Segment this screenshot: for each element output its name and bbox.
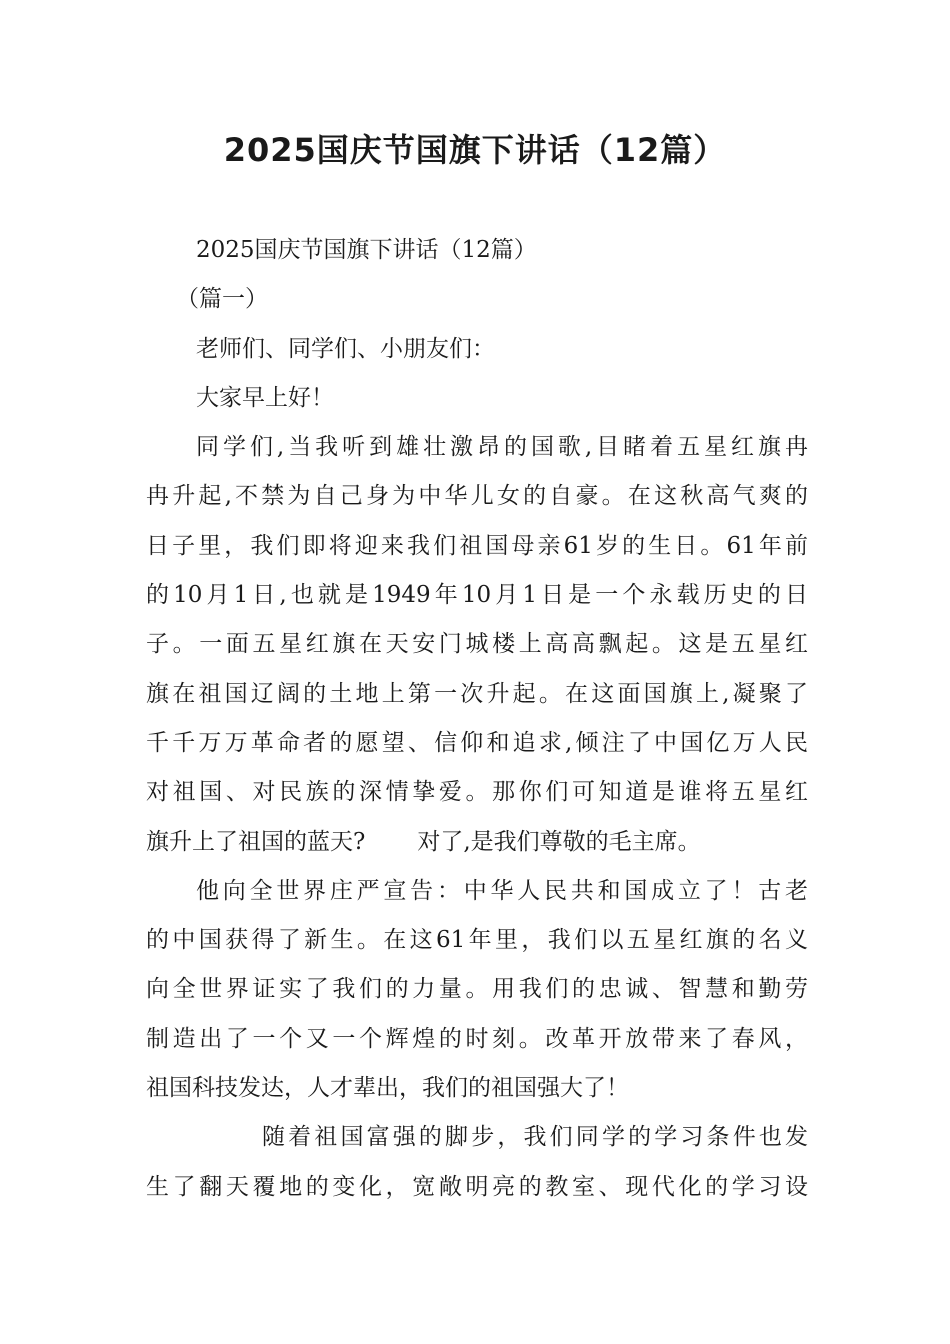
section-label: （篇一） <box>176 286 268 313</box>
paragraph-line: 子。一面五星红旗在天安门城楼上高高飘起。这是五星红 <box>146 631 808 658</box>
document-title: 2025国庆节国旗下讲话（12篇） <box>223 131 727 169</box>
paragraph-line: 他向全世界庄严宣告：中华人民共和国成立了！古老 <box>196 877 808 904</box>
paragraph-line: 千千万万革命者的愿望、信仰和追求,倾注了中国亿万人民 <box>146 729 808 756</box>
paragraph-line: 旗在祖国辽阔的土地上第一次升起。在这面国旗上,凝聚了 <box>146 680 808 707</box>
paragraph-line: 冉升起,不禁为自己身为中华儿女的自豪。在这秋高气爽的 <box>146 483 808 510</box>
answer-text: 对了,是我们尊敬的毛主席。 <box>417 828 701 855</box>
paragraph-line: 同学们,当我听到雄壮激昂的国歌,目睹着五星红旗冉 <box>196 434 808 461</box>
paragraph-line: 的10月1日,也就是1949年10月1日是一个永载历史的日 <box>146 582 808 609</box>
paragraph-line: 制造出了一个又一个辉煌的时刻。改革开放带来了春风， <box>146 1025 808 1052</box>
subtitle-line: 2025国庆节国旗下讲话（12篇） <box>196 237 537 263</box>
paragraph-line: 随着祖国富强的脚步，我们同学的学习条件也发 <box>262 1124 808 1151</box>
greeting-line: 大家早上好！ <box>196 384 334 411</box>
paragraph-line: 的中国获得了新生。在这61年里，我们以五星红旗的名义 <box>146 927 808 954</box>
paragraph-line <box>146 818 808 867</box>
document-body <box>146 226 808 1212</box>
paragraph-line: 祖国科技发达，人才辈出，我们的祖国强大了！ <box>146 1075 629 1102</box>
paragraph-line: 生了翻天覆地的变化，宽敞明亮的教室、现代化的学习设 <box>146 1173 808 1200</box>
paragraph-line: 日子里，我们即将迎来我们祖国母亲61岁的生日。61年前 <box>146 532 808 559</box>
question-text: 旗升上了祖国的蓝天? <box>146 828 366 855</box>
paragraph-line: 对祖国、对民族的深情挚爱。那你们可知道是谁将五星红 <box>146 779 808 806</box>
salutation-line: 老师们、同学们、小朋友们： <box>196 335 495 362</box>
paragraph-line: 向全世界证实了我们的力量。用我们的忠诚、智慧和勤劳 <box>146 976 808 1003</box>
